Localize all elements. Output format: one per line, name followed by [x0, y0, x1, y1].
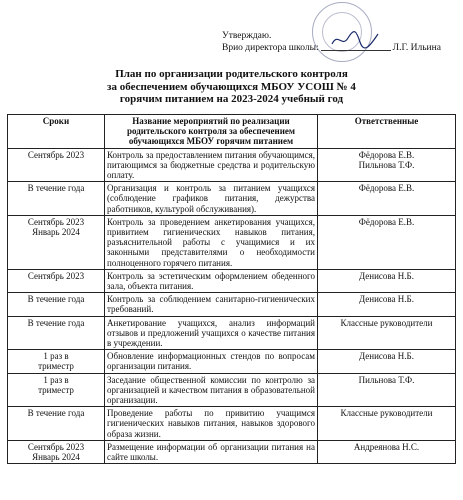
table-row — [8, 407, 456, 441]
row-responsible: Денисова Н.Б. — [318, 269, 456, 292]
document-title — [0, 68, 463, 106]
row-responsible: Денисова Н.Б. — [318, 350, 456, 373]
table-row — [8, 440, 456, 463]
row-dates: В течение года — [8, 316, 105, 350]
table-header-row — [8, 115, 456, 149]
table-row — [8, 350, 456, 373]
table-row — [8, 148, 456, 182]
table-row — [8, 316, 456, 350]
row-responsible: Андреянова Н.С. — [318, 440, 456, 463]
approval-position: Врио директора школы: — [222, 43, 319, 53]
row-dates — [8, 373, 105, 407]
dates-text: Сентябрь 2023 Январь 2024 — [27, 216, 85, 238]
row-activity: Контроль за соблюдением санитарно-гигиенических требований. — [105, 293, 318, 316]
row-dates: В течение года — [8, 293, 105, 316]
title-line-1: План по организации родительского контроля — [115, 68, 348, 80]
dates-text: Сентябрь 2023 Январь 2024 — [27, 441, 85, 463]
approval-name: Л.Г. Ильина — [392, 43, 441, 53]
row-responsible: Фёдорова Е.В. — [318, 215, 456, 269]
row-activity: Контроль за эстетическим оформлением обеденного зала, объекта питания. — [105, 269, 318, 292]
signature-underline — [321, 50, 391, 51]
row-responsible — [318, 148, 456, 182]
header-responsible: Ответственные — [318, 115, 456, 149]
row-activity: Контроль за предоставлением питания обучающимся, питающимся за бюджетные средства и родительскую оплату. — [105, 148, 318, 182]
approval-block — [222, 30, 441, 54]
table-row — [8, 373, 456, 407]
row-dates — [8, 440, 105, 463]
table-row — [8, 182, 456, 216]
row-responsible: Классные руководители — [318, 316, 456, 350]
table-row — [8, 215, 456, 269]
responsible-name: Фёдорова Е.В. Пильнова Т.Ф. — [358, 149, 415, 170]
dates-text: 1 раз в триместр — [38, 351, 74, 372]
row-dates: В течение года — [8, 182, 105, 216]
row-activity: Контроль за проведением анкетирования учащихся, привитием гигиенических навыков питания, разъяснительной работы с учащимися и их законными представителями о необходимости полноценного горячего питания. — [105, 215, 318, 269]
plan-table — [7, 114, 456, 464]
header-dates: Сроки — [8, 115, 105, 149]
row-dates — [8, 215, 105, 269]
table-row — [8, 293, 456, 316]
row-responsible: Классные руководители — [318, 407, 456, 441]
row-dates: Сентябрь 2023 — [8, 148, 105, 182]
row-dates: Сентябрь 2023 — [8, 269, 105, 292]
title-line-2: за обеспечением обучающихся МБОУ УСОШ № 4 — [107, 80, 356, 93]
row-responsible: Денисова Н.Б. — [318, 293, 456, 316]
row-dates — [8, 350, 105, 373]
approval-heading: Утверждаю. — [222, 31, 272, 41]
dates-text: 1 раз в триместр — [38, 374, 74, 395]
row-responsible: Фёдорова Е.В. — [318, 182, 456, 216]
row-dates: В течение года — [8, 407, 105, 441]
row-activity: Проведение работы по привитию учащимся гигиенических навыков питания, навыков здорового образа жизни. — [105, 407, 318, 441]
row-activity: Обновление информационных стендов по вопросам организации питания. — [105, 350, 318, 373]
header-activity: Название мероприятий по реализации родительского контроля за обеспечением обучающихся МБОУ горячим питанием — [105, 115, 318, 149]
approval-signature-line — [222, 42, 441, 54]
row-activity: Анкетирование учащихся, анализ информаций отзывов и предложений учащихся о качестве питания в учреждении. — [105, 316, 318, 350]
row-activity: Размещение информации об организации питания на сайте школы. — [105, 440, 318, 463]
row-activity: Организация и контроль за питанием учащихся (соблюдение графиков питания, дежурства работников, культурой обслуживания). — [105, 182, 318, 216]
row-responsible: Пильнова Т.Ф. — [318, 373, 456, 407]
row-activity: Заседание общественной комиссии по контролю за организацией и качеством питания в образовательной организации. — [105, 373, 318, 407]
table-row — [8, 269, 456, 292]
title-line-3: горячим питанием на 2023-2024 учебный год — [119, 93, 344, 105]
